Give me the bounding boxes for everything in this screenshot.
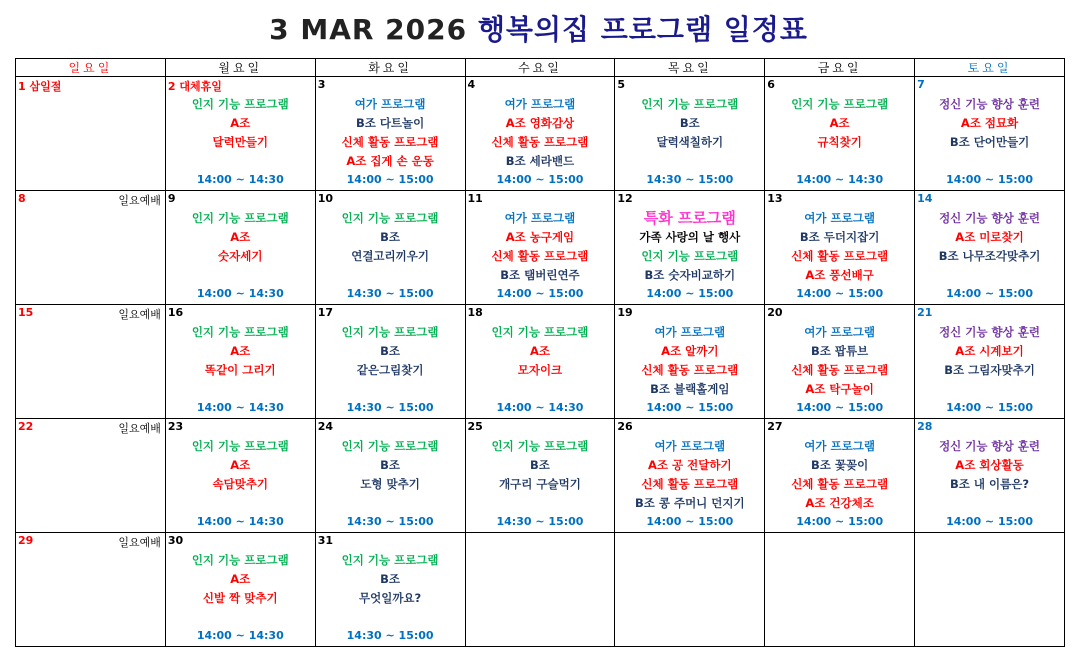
page-title [0, 8, 1077, 48]
program-time: 14:00 ~ 14:30 [196, 401, 284, 414]
program-line: 특화 프로그램 [643, 209, 736, 227]
program-line: A조 [230, 458, 251, 472]
day-number: 29 [18, 534, 34, 547]
program-line: 인지 기능 프로그램 [191, 97, 289, 111]
day-number: 1 삼일절 [18, 80, 62, 93]
program-line: 숫자세기 [218, 249, 263, 263]
program-lines [915, 209, 1064, 266]
program-lines [615, 95, 764, 152]
day-cell [16, 305, 166, 419]
program-line: 인지 기능 프로그램 [791, 97, 889, 111]
day-number: 7 [917, 78, 925, 91]
day-cell [315, 419, 465, 533]
program-time: 14:00 ~ 15:00 [946, 287, 1033, 300]
program-line: A조 농구게임 [505, 230, 575, 244]
day-cell [165, 533, 315, 647]
week-row [16, 305, 1065, 419]
program-time: 14:00 ~ 15:00 [946, 515, 1033, 528]
program-time: 14:30 ~ 15:00 [346, 401, 434, 414]
day-cell [16, 191, 166, 305]
week-row [16, 191, 1065, 305]
day-cell [465, 419, 615, 533]
weekday-header-tue: 화요일 [315, 59, 465, 77]
program-time: 14:00 ~ 15:00 [496, 173, 584, 186]
day-content [316, 77, 465, 190]
day-content [16, 77, 165, 190]
program-line: 인지 기능 프로그램 [341, 211, 439, 225]
program-lines [316, 95, 465, 171]
day-cell [615, 77, 765, 191]
program-line: 신체 활동 프로그램 [491, 135, 589, 149]
program-time: 14:00 ~ 14:30 [196, 515, 284, 528]
program-line: 여가 프로그램 [804, 439, 875, 453]
day-content [615, 305, 764, 418]
program-line: B조 두더지잡기 [799, 230, 880, 244]
program-time: 14:00 ~ 14:30 [196, 629, 284, 642]
program-line: 인지 기능 프로그램 [641, 249, 739, 263]
day-cell [915, 77, 1065, 191]
day-number: 3 [317, 78, 326, 91]
program-line: 신체 활동 프로그램 [641, 363, 739, 377]
program-lines [466, 323, 615, 380]
program-time: 14:30 ~ 15:00 [346, 287, 434, 300]
program-line: A조 [230, 230, 251, 244]
day-content [316, 191, 465, 304]
program-line: 신체 활동 프로그램 [341, 135, 439, 149]
program-lines [915, 437, 1064, 494]
program-lines [765, 209, 914, 285]
day-content [316, 419, 465, 532]
program-line: 인지 기능 프로그램 [491, 439, 589, 453]
sunday-service-label: 일요예배 [118, 308, 161, 321]
program-line: 여가 프로그램 [804, 325, 875, 339]
day-cell [765, 191, 915, 305]
day-number: 20 [767, 306, 783, 319]
day-number: 22 [18, 420, 34, 433]
program-line: 인지 기능 프로그램 [341, 325, 439, 339]
program-line: 개구리 구슬먹기 [499, 477, 581, 491]
sunday-service-label: 일요예배 [118, 194, 161, 207]
program-time: 14:00 ~ 15:00 [796, 515, 884, 528]
program-lines [316, 209, 465, 266]
program-line: 연결고리끼우기 [351, 249, 429, 263]
day-number: 4 [467, 78, 476, 91]
program-line: 가족 사랑의 날 행사 [639, 230, 741, 244]
day-content [166, 77, 315, 190]
program-line: 같은그림찾기 [356, 363, 424, 377]
program-lines [166, 209, 315, 266]
day-cell [465, 191, 615, 305]
day-number: 18 [467, 306, 483, 319]
day-content [915, 305, 1064, 418]
program-lines [166, 95, 315, 152]
program-line: 인지 기능 프로그램 [641, 97, 739, 111]
day-number: 2 대체휴일 [167, 80, 222, 93]
program-line: B조 탬버린연주 [500, 268, 580, 282]
program-time: 14:00 ~ 15:00 [646, 515, 734, 528]
day-number: 23 [167, 420, 184, 433]
weekday-header-sun: 일요일 [16, 59, 166, 77]
day-number: 14 [917, 192, 933, 205]
program-line: 신체 활동 프로그램 [641, 477, 739, 491]
day-content [316, 305, 465, 418]
program-line: 속담맞추기 [212, 477, 269, 491]
day-content [915, 191, 1064, 304]
program-time: 14:30 ~ 15:00 [646, 173, 734, 186]
program-line: 인지 기능 프로그램 [191, 211, 289, 225]
day-content [466, 191, 615, 304]
day-content [166, 533, 315, 646]
day-content [16, 191, 165, 304]
program-line: 여가 프로그램 [504, 97, 576, 111]
program-line: 여가 프로그램 [804, 211, 875, 225]
day-content [615, 191, 764, 304]
day-number: 5 [617, 78, 626, 91]
day-cell [165, 191, 315, 305]
day-content [466, 77, 615, 190]
weekday-header-mon: 월요일 [165, 59, 315, 77]
day-cell [165, 77, 315, 191]
program-line: A조 집게 손 운동 [346, 154, 434, 168]
day-content [765, 191, 914, 304]
day-content [466, 419, 615, 532]
program-lines [166, 323, 315, 380]
day-content [765, 419, 914, 532]
weekday-header-sat: 토요일 [915, 59, 1065, 77]
program-line: B조 세라밴드 [505, 154, 575, 168]
program-lines [765, 437, 914, 513]
day-cell [615, 533, 765, 647]
day-content [166, 191, 315, 304]
program-line: B조 그림자맞추기 [944, 363, 1035, 377]
program-line: A조 [230, 116, 251, 130]
program-line: 정신 기능 향상 훈련 [939, 325, 1040, 339]
day-cell [16, 77, 166, 191]
day-cell [165, 419, 315, 533]
program-time: 14:00 ~ 15:00 [796, 287, 884, 300]
day-cell [915, 191, 1065, 305]
day-content [166, 419, 315, 532]
program-line: 도형 맞추기 [360, 477, 420, 491]
program-line: 모자이크 [517, 363, 563, 377]
program-line: A조 탁구놀이 [805, 382, 874, 396]
program-time: 14:00 ~ 15:00 [946, 173, 1033, 186]
program-line: A조 [829, 116, 850, 130]
calendar-body [16, 77, 1065, 647]
program-line: 정신 기능 향상 훈련 [939, 211, 1040, 225]
program-lines [166, 551, 315, 608]
program-line: 신체 활동 프로그램 [791, 249, 889, 263]
program-line: 인지 기능 프로그램 [341, 553, 439, 567]
program-line: A조 회상활동 [955, 458, 1024, 472]
program-line: A조 미로찾기 [955, 230, 1024, 244]
day-cell [615, 419, 765, 533]
weekday-header-fri: 금요일 [765, 59, 915, 77]
day-cell [315, 77, 465, 191]
week-row [16, 533, 1065, 647]
weekday-header-row [16, 59, 1065, 77]
program-lines [915, 323, 1064, 380]
day-content [16, 419, 165, 532]
program-time: 14:30 ~ 15:00 [496, 515, 584, 528]
program-line: A조 [529, 344, 550, 358]
calendar-table [15, 58, 1065, 647]
program-lines [316, 323, 465, 380]
program-line: 신체 활동 프로그램 [791, 363, 889, 377]
program-lines [466, 209, 615, 285]
day-content [16, 305, 165, 418]
program-line: 정신 기능 향상 훈련 [939, 439, 1040, 453]
day-content [316, 533, 465, 646]
program-line: 여가 프로그램 [654, 439, 726, 453]
program-line: 규칙찾기 [817, 135, 862, 149]
day-cell [315, 533, 465, 647]
program-line: 무엇일까요? [359, 591, 422, 605]
day-cell [915, 419, 1065, 533]
program-line: B조 단어만들기 [949, 135, 1030, 149]
program-line: A조 알까기 [661, 344, 719, 358]
program-time: 14:30 ~ 15:00 [346, 629, 434, 642]
program-line: A조 풍선배구 [805, 268, 874, 282]
program-lines [166, 437, 315, 494]
day-number: 17 [317, 306, 333, 319]
day-cell [915, 533, 1065, 647]
day-content [915, 77, 1064, 190]
program-line: 똑같이 그리기 [204, 363, 276, 377]
program-line: B조 블랙홀게임 [650, 382, 730, 396]
day-cell [615, 305, 765, 419]
day-cell [16, 419, 166, 533]
day-number: 9 [167, 192, 176, 205]
program-lines [316, 437, 465, 494]
program-line: 정신 기능 향상 훈련 [939, 97, 1040, 111]
day-number: 15 [18, 306, 34, 319]
program-line: B조 [380, 458, 401, 472]
day-content [16, 533, 165, 646]
program-lines [316, 551, 465, 608]
program-line: A조 공 전달하기 [648, 458, 732, 472]
program-time: 14:00 ~ 14:30 [796, 173, 884, 186]
program-lines [615, 437, 764, 513]
program-time: 14:00 ~ 15:00 [796, 401, 884, 414]
program-line: 달력만들기 [212, 135, 269, 149]
day-number: 30 [167, 534, 184, 547]
program-line: A조 시계보기 [955, 344, 1024, 358]
program-line: B조 [679, 116, 700, 130]
program-lines [765, 323, 914, 399]
program-line: A조 [230, 572, 251, 586]
day-number: 10 [317, 192, 333, 205]
program-line: B조 [380, 344, 401, 358]
program-line: A조 [230, 344, 251, 358]
program-line: B조 나무조각맞추기 [938, 249, 1041, 263]
day-number: 31 [317, 534, 333, 547]
day-cell [615, 191, 765, 305]
day-content [765, 305, 914, 418]
program-lines [915, 95, 1064, 152]
program-lines [615, 209, 764, 285]
day-cell [16, 533, 166, 647]
day-number: 6 [767, 78, 775, 91]
program-line: 여가 프로그램 [504, 211, 576, 225]
program-time: 14:00 ~ 15:00 [346, 173, 434, 186]
day-cell [465, 533, 615, 647]
day-content [466, 305, 615, 418]
program-line: B조 [380, 572, 401, 586]
day-number: 28 [917, 420, 933, 433]
program-line: 인지 기능 프로그램 [191, 325, 289, 339]
program-lines [466, 95, 615, 171]
program-line: 인지 기능 프로그램 [191, 553, 289, 567]
day-content [615, 77, 764, 190]
day-cell [465, 305, 615, 419]
program-time: 14:00 ~ 14:30 [496, 401, 584, 414]
day-number: 12 [617, 192, 633, 205]
program-line: 신체 활동 프로그램 [491, 249, 589, 263]
sunday-service-label: 일요예배 [118, 422, 161, 435]
day-number: 26 [617, 420, 633, 433]
day-number: 25 [467, 420, 483, 433]
program-line: 인지 기능 프로그램 [491, 325, 589, 339]
program-line: A조 점묘화 [960, 116, 1019, 130]
day-cell [165, 305, 315, 419]
program-time: 14:00 ~ 15:00 [646, 287, 734, 300]
day-number: 13 [767, 192, 783, 205]
program-line: B조 꽃꽂이 [811, 458, 869, 472]
day-cell [765, 533, 915, 647]
program-line: 여가 프로그램 [654, 325, 726, 339]
day-content [765, 77, 914, 190]
day-cell [765, 77, 915, 191]
day-number: 21 [917, 306, 933, 319]
program-line: 신체 활동 프로그램 [791, 477, 889, 491]
program-time: 14:00 ~ 15:00 [646, 401, 734, 414]
program-time: 14:00 ~ 14:30 [196, 173, 284, 186]
program-line: B조 [530, 458, 550, 472]
program-line: B조 숫자비교하기 [644, 268, 736, 282]
program-line: 여가 프로그램 [354, 97, 426, 111]
day-number: 8 [18, 192, 26, 205]
day-cell [765, 419, 915, 533]
sunday-service-label: 일요예배 [118, 536, 161, 549]
day-number: 27 [767, 420, 783, 433]
day-cell [765, 305, 915, 419]
weekday-header-thu: 목요일 [615, 59, 765, 77]
program-time: 14:00 ~ 15:00 [496, 287, 584, 300]
program-lines [466, 437, 615, 494]
day-cell [915, 305, 1065, 419]
day-cell [465, 77, 615, 191]
day-content [166, 305, 315, 418]
day-number: 16 [167, 306, 184, 319]
day-number: 19 [617, 306, 633, 319]
program-lines [765, 95, 914, 152]
title-name: 행복의집 프로그램 일정표 [477, 13, 808, 46]
day-content [615, 419, 764, 532]
day-cell [315, 305, 465, 419]
week-row [16, 419, 1065, 533]
program-line: 달력색칠하기 [656, 135, 724, 149]
program-line: B조 콩 주머니 던지기 [634, 496, 745, 510]
program-time: 14:00 ~ 14:30 [196, 287, 284, 300]
program-line: 인지 기능 프로그램 [191, 439, 289, 453]
weekday-header-wed: 수요일 [465, 59, 615, 77]
program-line: A조 영화감상 [505, 116, 575, 130]
day-content [915, 419, 1064, 532]
program-line: 신발 짝 맞추기 [202, 591, 278, 605]
program-line: 인지 기능 프로그램 [341, 439, 439, 453]
title-date: 3 MAR 2026 [269, 13, 468, 46]
day-cell [315, 191, 465, 305]
day-number: 24 [317, 420, 333, 433]
program-time: 14:30 ~ 15:00 [346, 515, 434, 528]
day-number: 11 [467, 192, 483, 205]
program-line: B조 팝튜브 [811, 344, 869, 358]
program-line: A조 건강체조 [805, 496, 874, 510]
program-line: B조 [380, 230, 401, 244]
program-line: B조 다트놀이 [355, 116, 425, 130]
program-line: B조 내 이름은? [950, 477, 1030, 491]
week-row [16, 77, 1065, 191]
program-lines [615, 323, 764, 399]
program-time: 14:00 ~ 15:00 [946, 401, 1033, 414]
